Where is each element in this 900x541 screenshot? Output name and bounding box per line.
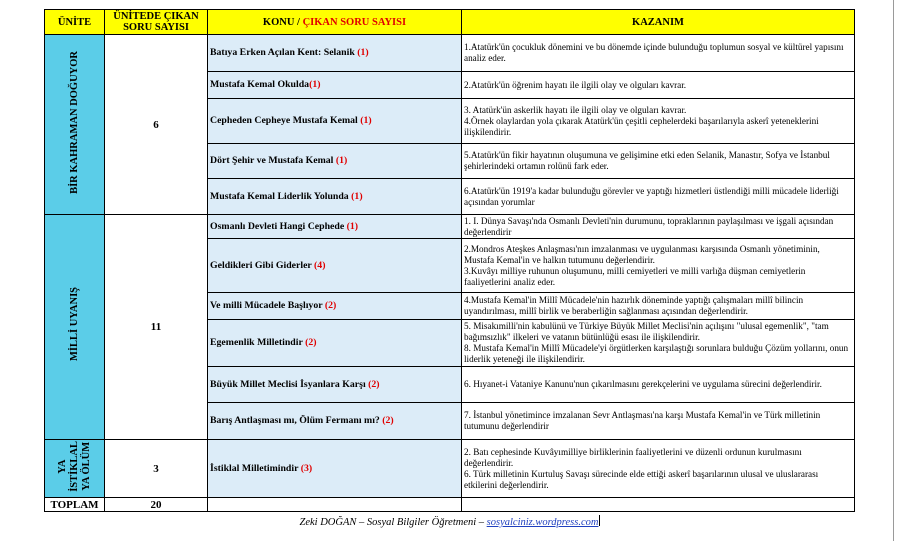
- header-unit: ÜNİTE: [45, 10, 105, 35]
- footer-author: Zeki DOĞAN – Sosyal Bilgiler Öğretmeni –: [299, 517, 487, 528]
- unit-name: MİLLİ UYANIŞ: [68, 287, 80, 362]
- unit-name: BİR KAHRAMAN DOĞUYOR: [68, 50, 80, 194]
- outcome-cell: 6.Atatürk'ün 1919'a kadar bulunduğu görevler ve yaptığı hizmetleri üstlendiği milli mücadele liderliği açısından yorumlar: [462, 179, 855, 215]
- outcome-cell: 2.Mondros Ateşkes Anlaşması'nın imzalanması ve uygulanması karşısında Osmanlı yönetiminin, Mustafa Kemal'in ve halkın tutumunu değerlendirir. 3.Kuvâyı milliye ruhunun oluşumunu, milli cemiyetleri ve milli varlığa düşman cemiyetlerin faaliyetlerini analiz eder.: [462, 239, 855, 293]
- topic-cell: İstiklal Milletimindir (3): [208, 440, 462, 498]
- outcome-cell: 7. İstanbul yönetimince imzalanan Sevr Antlaşması'na karşı Mustafa Kemal'in ve Türk milletinin tutumunu değerlendirir: [462, 403, 855, 440]
- unit-name-cell: [45, 35, 105, 215]
- topic-cell: Dört Şehir ve Mustafa Kemal (1): [208, 144, 462, 179]
- curriculum-table: [44, 9, 855, 512]
- total-row: [45, 498, 855, 512]
- unit-count: 3: [105, 440, 208, 498]
- footer: [0, 515, 900, 528]
- outcome-cell: 6. Hıyanet-i Vataniye Kanunu'nun çıkarılmasını gerekçelerini ve uygulama sürecini değerlendirir.: [462, 367, 855, 403]
- header-topic: KONU / ÇIKAN SORU SAYISI: [208, 10, 462, 35]
- outcome-cell: 1.Atatürk'ün çocukluk dönemini ve bu dönemde içinde bulunduğu toplumun sosyal ve kültürel yapısını analiz eder.: [462, 35, 855, 72]
- outcome-cell: 2.Atatürk'ün öğrenim hayatı ile ilgili olay ve olguları kavrar.: [462, 72, 855, 99]
- outcome-cell: 5. Misakımilli'nin kabulünü ve Türkiye Büyük Millet Meclisi'nin açılışını "ulusal egemenlik", "tam bağımsızlık" ilkeleri ve vatanın bütünlüğü esası ile ilişkilendirir. 8. Mustafa Kemal'in Millî Mücadele'yi örgütlerken karşılaştığı sorunlara bulduğu Çözüm yollarını, onun liderlik yeteneği ile ilişkilendirir.: [462, 320, 855, 367]
- unit-name-cell: [45, 440, 105, 498]
- unit-count: 6: [105, 35, 208, 215]
- topic-cell: Egemenlik Milletindir (2): [208, 320, 462, 367]
- topic-cell: Mustafa Kemal Okulda(1): [208, 72, 462, 99]
- outcome-cell: 3. Atatürk'ün askerlik hayatı ile ilgili olay ve olguları kavrar. 4.Örnek olaylardan yola çıkarak Atatürk'ün çeşitli cephelerdeki başarılarıyla askerî yeteneklerini ilişkilendirir.: [462, 99, 855, 144]
- topic-cell: Ve milli Mücadele Başlıyor (2): [208, 293, 462, 320]
- total-empty-cell: [208, 498, 462, 512]
- table-row: [45, 440, 855, 498]
- outcome-cell: 1. I. Dünya Savaşı'nda Osmanlı Devleti'nin durumunu, topraklarının paylaşılması ve işgali açısından değerlendirir: [462, 215, 855, 239]
- topic-cell: Mustafa Kemal Liderlik Yolunda (1): [208, 179, 462, 215]
- topic-cell: Geldikleri Gibi Giderler (4): [208, 239, 462, 293]
- outcome-cell: 4.Mustafa Kemal'in Millî Mücadele'nin hazırlık döneminde yaptığı çalışmaları millî bilincin uyandırılması, millî birlik ve beraberliğin sağlanması açısından değerlendirir.: [462, 293, 855, 320]
- unit-name-cell: [45, 215, 105, 440]
- unit-count: 11: [105, 215, 208, 440]
- page-edge: [893, 0, 894, 541]
- topic-cell: Cepheden Cepheye Mustafa Kemal (1): [208, 99, 462, 144]
- header-row: [45, 10, 855, 35]
- topic-cell: Barış Antlaşması mı, Ölüm Fermanı mı? (2): [208, 403, 462, 440]
- topic-cell: Batıya Erken Açılan Kent: Selanik (1): [208, 35, 462, 72]
- total-value: 20: [105, 498, 208, 512]
- total-label: TOPLAM: [45, 498, 105, 512]
- unit-name: YA İSTİKLAL YA ÖLÜM: [56, 440, 92, 492]
- outcome-cell: 2. Batı cephesinde Kuvâyımilliye birliklerinin faaliyetlerini ve düzenli ordunun kurulmasını değerlendirir. 6. Türk milletinin Kurtuluş Savaşı sürecinde elde ettiği askerî başarılarının ulusal ve uluslararası etkilerini değerlendirir.: [462, 440, 855, 498]
- header-outcome: KAZANIM: [462, 10, 855, 35]
- topic-cell: Osmanlı Devleti Hangi Cephede (1): [208, 215, 462, 239]
- header-unit-count: ÜNİTEDE ÇIKAN SORU SAYISI: [105, 10, 208, 35]
- footer-link[interactable]: sosyalciniz.wordpress.com: [486, 517, 599, 528]
- text-cursor: [599, 515, 600, 526]
- table-row: [45, 35, 855, 72]
- total-empty-cell: [462, 498, 855, 512]
- table-row: [45, 215, 855, 239]
- outcome-cell: 5.Atatürk'ün fikir hayatının oluşumuna ve gelişimine etki eden Selanik, Manastır, Sofya ve İstanbul şehirlerindeki ortamın rolünü fark eder.: [462, 144, 855, 179]
- topic-cell: Büyük Millet Meclisi İsyanlara Karşı (2): [208, 367, 462, 403]
